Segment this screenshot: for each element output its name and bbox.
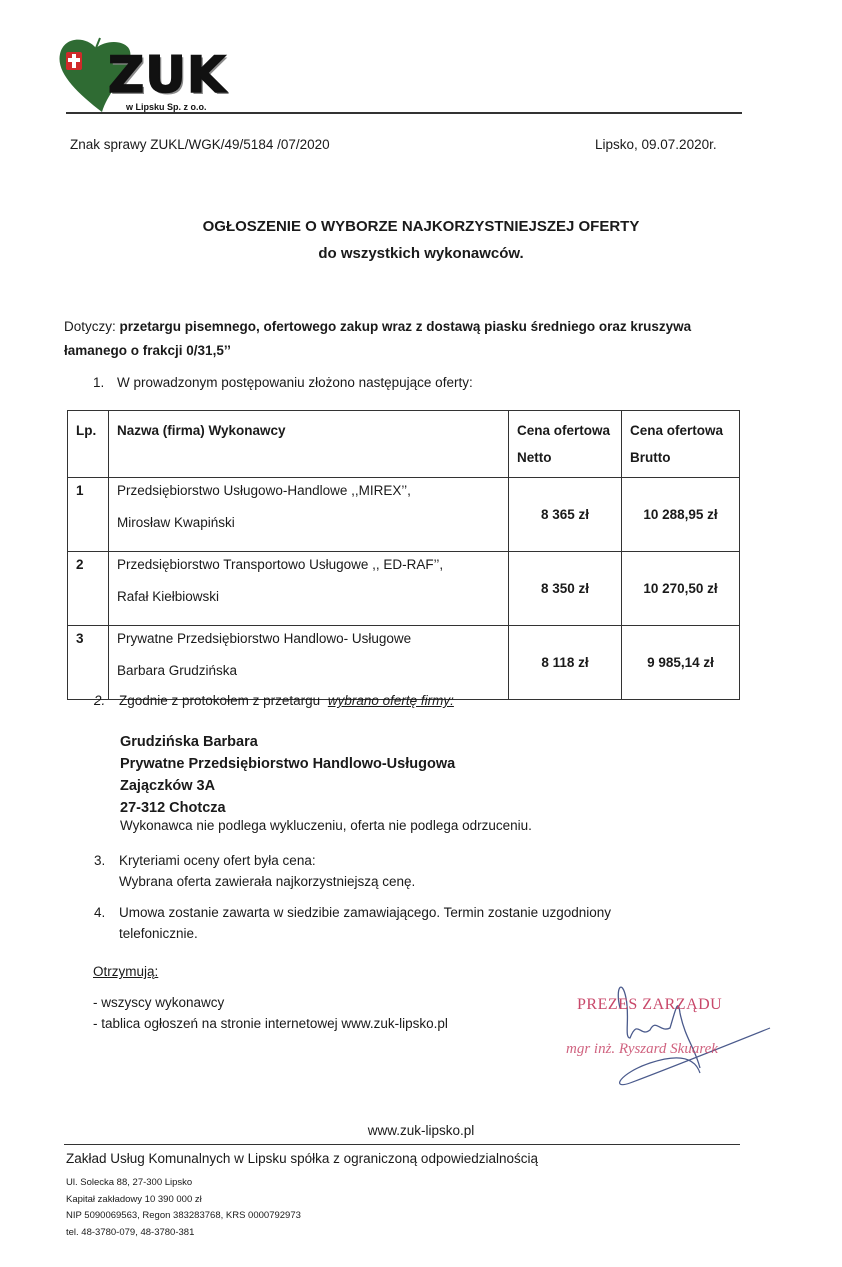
row-brutto: 10 288,95 zł — [622, 478, 740, 552]
footer-registration: NIP 5090069563, Regon 383283768, KRS 0000792973 — [66, 1210, 301, 1221]
section-4 — [94, 902, 714, 944]
header-name: Nazwa (firma) Wykonawcy — [109, 411, 509, 478]
section-3-number: 3. — [94, 853, 106, 868]
header-brutto-line2: Brutto — [630, 450, 671, 465]
header-divider — [66, 112, 742, 114]
contractor-company: Przedsiębiorstwo Transportowo Usługowe ,, ED-RAF’’, — [117, 557, 444, 572]
footer-phone: tel. 48-3780-079, 48-3780-381 — [66, 1226, 195, 1238]
recipients-list — [93, 992, 448, 1034]
footer-address: Ul. Solecka 88, 27-300 Lipsko — [66, 1177, 193, 1188]
winner-note: Wykonawca nie podlega wykluczeniu, oferta nie podlega odrzuceniu. — [120, 818, 532, 833]
recipient-item: - tablica ogłoszeń na stronie internetowej www.zuk-lipsko.pl — [93, 1016, 448, 1031]
subject-text: przetargu pisemnego, ofertowego zakup wraz z dostawą piasku średniego oraz kruszywa łamanego o frakcji 0/31,5’’ — [64, 319, 692, 358]
header-netto — [509, 411, 622, 478]
row-lp: 2 — [68, 552, 109, 626]
row-lp: 1 — [68, 478, 109, 552]
winner-address-block — [120, 731, 455, 819]
row-contractor — [109, 626, 509, 700]
header-netto-line1: Cena ofertowa — [517, 423, 611, 438]
winner-company: Prywatne Przedsiębiorstwo Handlowo-Usługowa — [120, 756, 456, 772]
contractor-company: Przedsiębiorstwo Usługowo-Handlowe ,,MIREX’’, — [117, 483, 411, 498]
footer-capital: Kapitał zakładowy 10 390 000 zł — [66, 1193, 202, 1205]
section-3-line2: Wybrana oferta zawierała najkorzystniejszą cenę. — [119, 874, 416, 889]
logo-wordmark: ZUK — [108, 46, 227, 104]
row-contractor — [109, 552, 509, 626]
footer-website[interactable]: www.zuk-lipsko.pl — [367, 1123, 475, 1138]
place-date: Lipsko, 09.07.2020r. — [595, 137, 717, 152]
header-netto-line2: Netto — [517, 450, 552, 465]
offers-table — [67, 410, 740, 700]
document-title: OGŁOSZENIE O WYBORZE NAJKORZYSTNIEJSZEJ OFERTY — [202, 218, 640, 235]
section-2 — [94, 693, 454, 708]
row-contractor — [109, 478, 509, 552]
section-3-line1: Kryteriami oceny ofert była cena: — [119, 853, 316, 868]
selected-offer-label: wybrano ofertę firmy: — [327, 693, 454, 708]
table-row — [68, 552, 740, 626]
section-1 — [93, 375, 473, 390]
contractor-person: Barbara Grudzińska — [117, 663, 238, 678]
section-3 — [94, 850, 415, 892]
table-row — [68, 478, 740, 552]
winner-city: 27-312 Chotcza — [120, 800, 226, 816]
winner-street: Zajączków 3A — [120, 778, 216, 794]
section-4-text: Umowa zostanie zawarta w siedzibie zamawiającego. Termin zostanie uzgodniony telefonicznie. — [119, 905, 611, 941]
winner-name: Grudzińska Barbara — [120, 734, 258, 750]
table-row — [68, 626, 740, 700]
section-2-text: Zgodnie z protokołem z przetargu — [119, 693, 324, 708]
company-logo — [56, 36, 236, 114]
contractor-person: Mirosław Kwapiński — [117, 515, 235, 530]
row-netto: 8 350 zł — [509, 552, 622, 626]
signature-name: mgr inż. Ryszard Skuarek — [566, 1041, 718, 1057]
document-subtitle: do wszystkich wykonawców. — [318, 245, 524, 262]
section-1-text: W prowadzonym postępowaniu złożono następujące oferty: — [117, 375, 473, 390]
table-header-row — [68, 411, 740, 478]
footer-divider — [64, 1144, 740, 1145]
recipients-heading: Otrzymują: — [93, 964, 159, 979]
signature-title: PREZES ZARZĄDU — [577, 996, 723, 1013]
header-lp: Lp. — [68, 411, 109, 478]
contractor-person: Rafał Kiełbiowski — [117, 589, 220, 604]
row-netto: 8 365 zł — [509, 478, 622, 552]
row-brutto: 9 985,14 zł — [622, 626, 740, 700]
subject-label: Dotyczy: — [64, 319, 120, 334]
recipient-item: - wszyscy wykonawcy — [93, 995, 225, 1010]
row-lp: 3 — [68, 626, 109, 700]
contractor-company: Prywatne Przedsiębiorstwo Handlowo- Usługowe — [117, 631, 412, 646]
header-brutto — [622, 411, 740, 478]
row-netto: 8 118 zł — [509, 626, 622, 700]
footer-details — [66, 1175, 301, 1241]
section-4-number: 4. — [94, 905, 106, 920]
logo-subtitle: w Lipsku Sp. z o.o. — [126, 102, 207, 112]
header-brutto-line1: Cena ofertowa — [630, 423, 724, 438]
section-1-number: 1. — [93, 375, 105, 390]
subject-paragraph — [64, 315, 754, 363]
section-2-number: 2. — [94, 693, 106, 708]
case-reference: Znak sprawy ZUKL/WGK/49/5184 /07/2020 — [70, 137, 330, 152]
footer-company-name: Zakład Usług Komunalnych w Lipsku spółka z ograniczoną odpowiedzialnością — [66, 1151, 539, 1166]
row-brutto: 10 270,50 zł — [622, 552, 740, 626]
